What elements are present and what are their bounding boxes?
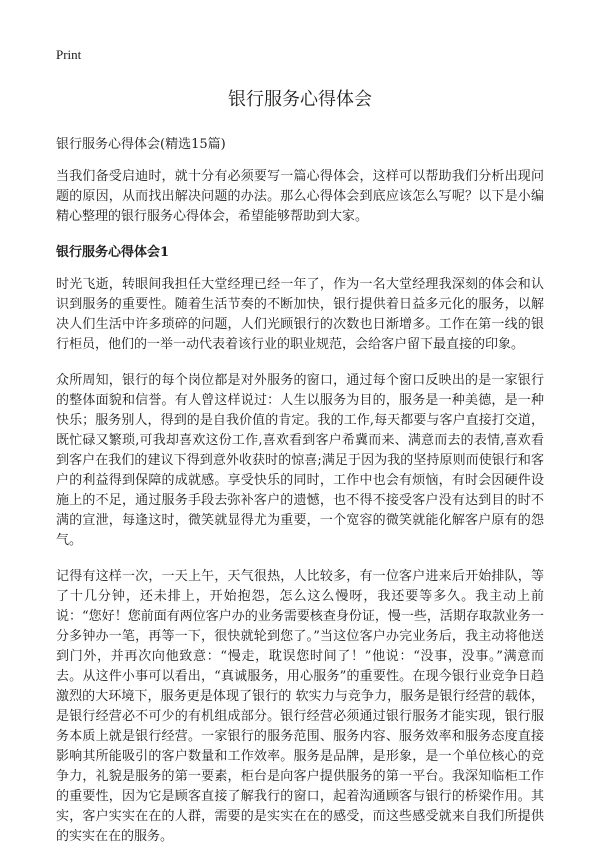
document-subtitle: 银行服务心得体会(精选15篇) — [56, 136, 226, 152]
document-title: 银行服务心得体会 — [228, 88, 372, 110]
paragraph-1: 时光飞逝，转眼间我担任大堂经理已经一年了，作为一名大堂经理我深刻的体会和认识到服务的重要性。随着生活节奏的不断加快，银行提供着日益多元化的服务，以解决人们生活中许多琐碎的问题，人们光顾银行的次数也日渐增多。工作在第一线的银行柜员，他们的一举一动代表着该行业的职业规范，会给客户留下最直接的印象。 — [56, 276, 544, 352]
print-link[interactable]: Print — [56, 47, 82, 62]
intro-paragraph: 当我们备受启迪时，就十分有必须要写一篇心得体会，这样可以帮助我们分析出现问题的原因，从而找出解决问题的办法。那么心得体会到底应该怎么写呢？以下是小编精心整理的银行服务心得体会，希望能够帮助到大家。 — [56, 168, 544, 224]
document-body — [56, 135, 544, 863]
paragraph-2: 众所周知，银行的每个岗位都是对外服务的窗口，通过每个窗口反映出的是一家银行的整体面貌和信誉。有人曾这样说过：人生以服务为目的，服务是一种美德，是一种快乐；服务别人，得到的是自我价值的肯定。我的工作,每天都要与客户直接打交道，既忙碌又繁琐,可我却喜欢这份工作,喜欢看到客户希冀而来、满意而去的表情,喜欢看到客户在我们的建议下得到意外收获时的惊喜;满足于因为我的坚持原则而使银行和客户的利益得到保障的成就感。享受快乐的同时，工作中也会有烦恼，有时会因硬件设施上的不足，通过服务手段去弥补客户的遗憾，也不得不接受客户没有达到目的时不满的宣泄，每逢这时，微笑就显得尤为重要，一个宽容的微笑就能化解客户原有的怨气。 — [56, 372, 544, 548]
section-heading-1: 银行服务心得体会1 — [56, 244, 170, 260]
paragraph-3: 记得有这样一次，一天上午，天气很热，人比较多，有一位客户进来后开始排队，等了十几分钟，还未排上，开始抱怨，怎么这么慢呀，我还要等多久。我主动上前说：“您好！您前面有两位客户办的业务需要核查身份证，慢一些，活期存取款业务一分多钟办一笔，再等一下，很快就轮到您了。”当这位客户办完业务后，我主动将他送到门外，并再次向他致意：“慢走，耽误您时间了！”他说：“没事，没事。”满意而去。从这件小事可以看出，“真诚服务，用心服务”的重要性。在现今银行业竞争日趋激烈的大环境下，服务更是体现了银行的 软实力与竞争力，服务是银行经营的载体，是银行经营必不可少的有机组成部分。银行经营必须通过银行服务才能实现，银行服务本质上就是银行经营。一家银行的服务范围、服务内容、服务效率和服务态度直接影响其所能吸引的客户数量和工作效率。服务是品牌，是形象，是一个单位核心的竞争力，礼貌是服务的第一要素，柜台是向客户提供服务的第一平台。我深知临柜工作的重要性，因为它是顾客直接了解我行的窗口，起着沟通顾客与银行的桥梁作用。其实，客户实实在在的人群，需要的是实实在在的感受，而这些感受就来自我们所提供的实实在在的服务。 — [56, 568, 544, 844]
